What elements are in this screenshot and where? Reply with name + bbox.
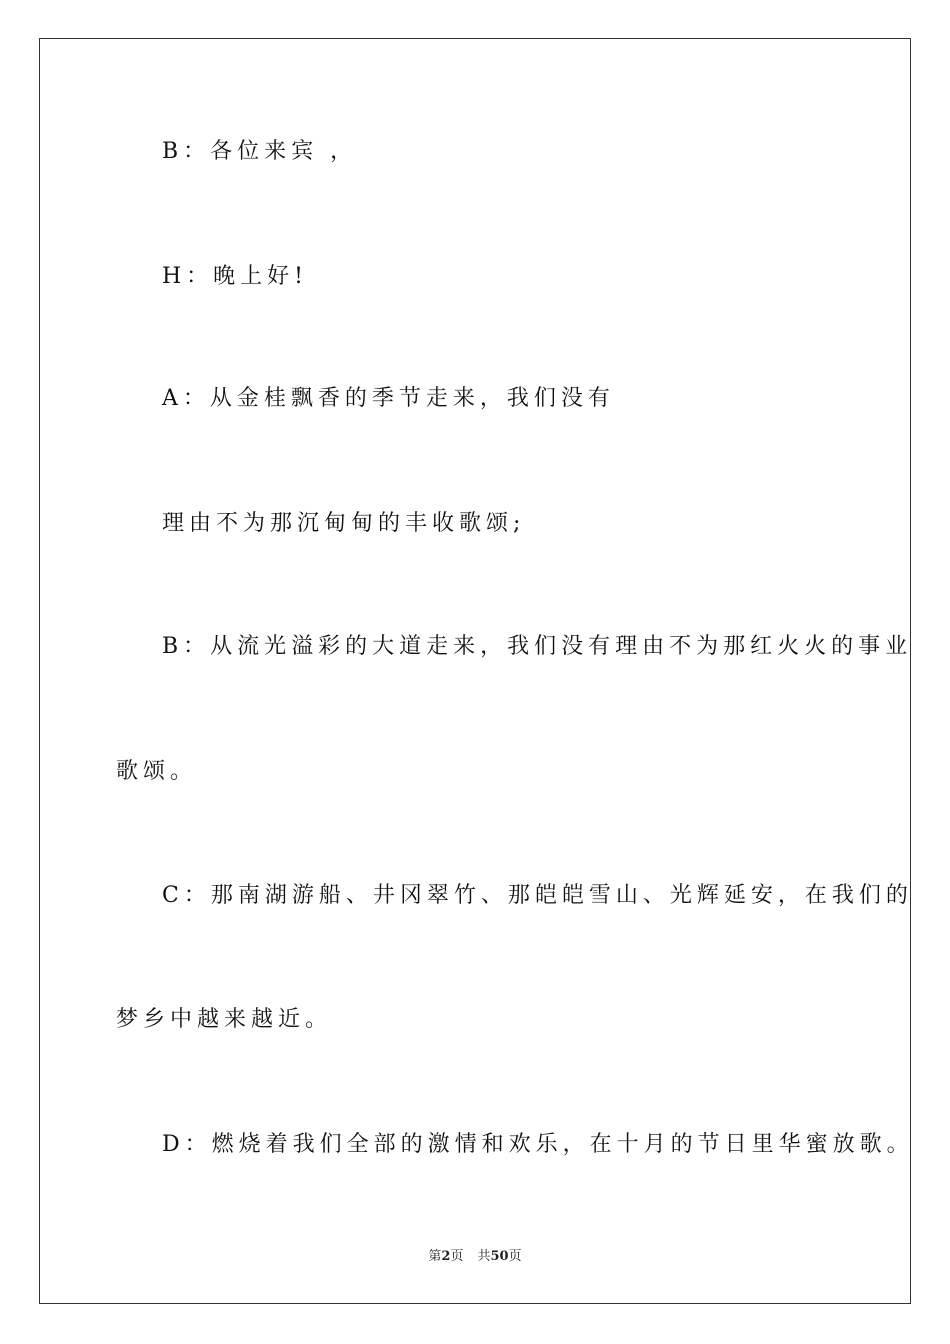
page-border [39,38,911,1304]
text-line-8: 梦乡中越来越近。 [116,1007,333,1032]
text-line-5: B：从流光溢彩的大道走来，我们没有理由不为那红火火的事业 [162,634,913,659]
text-line-6: 歌颂。 [116,759,198,784]
total-pages: 50 [490,1249,509,1264]
text-line-1: B：各位来宾 ， [162,139,358,164]
page-number: 2 [441,1249,451,1264]
text-line-2: H：晚上好! [162,264,309,289]
total-suffix: 页 [508,1249,522,1264]
page-suffix: 页 [450,1249,464,1264]
text-line-7: C：那南湖游船、井冈翠竹、那皑皑雪山、光辉延安，在我们的 [162,883,913,908]
page-prefix: 第 [428,1249,442,1264]
total-prefix: 共 [477,1249,491,1264]
text-line-9: D：燃烧着我们全部的激情和欢乐，在十月的节日里华蜜放歌。 [162,1132,914,1157]
text-line-4: 理由不为那沉甸甸的丰收歌颂; [162,511,526,536]
page-footer [0,1248,950,1266]
text-line-3: A：从金桂飘香的季节走来，我们没有 [162,386,615,411]
